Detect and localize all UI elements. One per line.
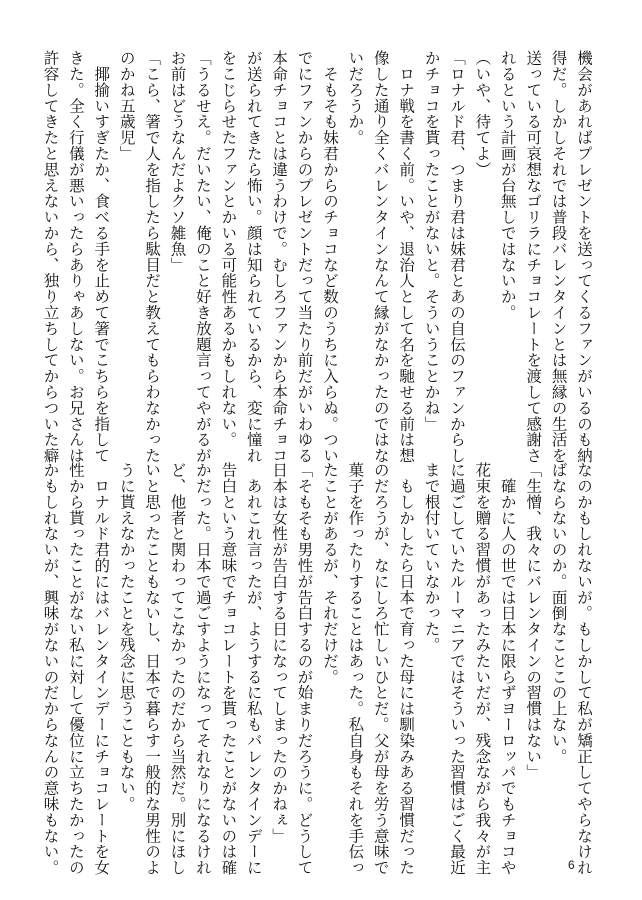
- text-column: れるという計画が台無しではないか。: [498, 50, 517, 321]
- text-column: かチョコを貰ったことがないと。そういうことかね」: [422, 50, 441, 432]
- text-column: いだろうか。: [346, 50, 365, 146]
- text-column: ど、他者と関わってこなかったのだから当然だ。別にほし: [168, 462, 187, 876]
- text-column: （いや、待てよ）: [473, 50, 492, 178]
- text-column: 揶揄いすぎたか、食べる手を止めて箸でこちらを指して: [92, 50, 111, 464]
- text-column: 「そもそも男性が告白するのが始まりだろうに。どうして: [295, 462, 314, 876]
- text-column: なのかもしれないが。もしかして私が矯正してやらなけれ: [575, 462, 593, 876]
- text-column: 「うるせえ。だいたい、俺のこと好き放題言ってやがるが: [193, 50, 212, 464]
- text-column: もしかしたら日本で育った母には馴染みある習慣だった: [397, 462, 416, 876]
- text-column: のだろうが、なにしろ忙しいひとだ。父が母を労う意味で: [371, 462, 390, 876]
- text-column: かだった。日本で過ごすようになってそれなりになるけれ: [193, 462, 212, 876]
- text-block-upper: [41, 50, 596, 464]
- text-column: 告白という意味でチョコレートを貰ったことがないのは確: [219, 462, 238, 876]
- text-column: ロナルド君的にはバレンタインデーにチョコレートを女: [92, 462, 111, 876]
- text-column: 「ロナルド君、つまり君は妹君とあの自伝のファンからし: [447, 50, 466, 464]
- text-column: ばならないのか。面倒なことこの上ない。: [549, 462, 568, 765]
- text-column: 性から貰ったことがない私に対して優位に立ちたかったの: [66, 462, 85, 876]
- text-column: 日本は女性が告白する日になってしまったのかねぇ」: [270, 462, 289, 844]
- text-column: でにファンからのプレゼントだって当たり前だがいわゆる: [295, 50, 314, 464]
- text-column: そもそも妹君からのチョコなど数のうちに入らぬ。つい: [320, 50, 339, 464]
- text-column: 送っている可哀想なゴリラにチョコレートを渡して感謝さ: [524, 50, 543, 464]
- text-column: のかね五歳児」: [117, 50, 136, 162]
- text-column: 花束を贈る習慣があったみたいだが、残念ながら我々が主: [473, 462, 492, 876]
- text-column: ロナ戦を書く前。いや、退治人として名を馳せる前は想: [397, 50, 416, 464]
- text-column: 得だ。しかしそれでは普段バレンタインとは無縁の生活を: [549, 50, 568, 464]
- text-column: かもしれないが、興味がないのだからなんの意味もない。: [41, 462, 60, 876]
- text-column: まで根付いていなかった。: [422, 462, 441, 653]
- text-column: 像した通り全くバレンタインなんて縁がなかったのではな: [371, 50, 390, 464]
- text-column: あれこれ言ったが、ようするに私もバレンタインデーに: [244, 462, 263, 876]
- text-column: に過ごしていたルーマニアではそういった習慣はごく最近: [447, 462, 466, 876]
- page-number: 6: [568, 858, 575, 872]
- text-column: 本命チョコとは違うわけで。むしろファンから本命チョコ: [270, 50, 289, 464]
- text-column: 菓子を作ったりすることはあった。私自身もそれを手伝っ: [346, 462, 365, 876]
- text-block-lower: [41, 462, 596, 876]
- text-column: いと思ったこともないし、日本で暮らす一般的な男性のよ: [143, 462, 162, 876]
- text-column: うに貰えなかったことを残念に思うこともない。: [117, 462, 136, 812]
- text-column: をこじらせたファンとかいる可能性あるかもしれない。: [219, 50, 238, 448]
- text-column: 「生憎、我々にバレンタインの習慣はない」: [524, 462, 543, 780]
- text-column: が送られてきたら怖い。顔は知られているから、変に憧れ: [244, 50, 263, 464]
- text-column: 確かに人の世では日本に限らずヨーロッパでもチョコや: [498, 462, 517, 876]
- text-column: 機会があればプレゼントを送ってくるファンがいるのも納: [575, 50, 593, 464]
- text-column: たことがあるが、それだけだ。: [320, 462, 339, 685]
- text-column: 「こら、箸で人を指したら駄目だと教えてもらわなかった: [143, 50, 162, 464]
- text-column: 許容してきたと思えないから、独り立ちしてからついた癖: [41, 50, 60, 464]
- text-column: お前はどうなんだよクソ雑魚」: [168, 50, 187, 273]
- text-column: きた。全く行儀が悪いったらありゃあしない。お兄さんは: [66, 50, 85, 464]
